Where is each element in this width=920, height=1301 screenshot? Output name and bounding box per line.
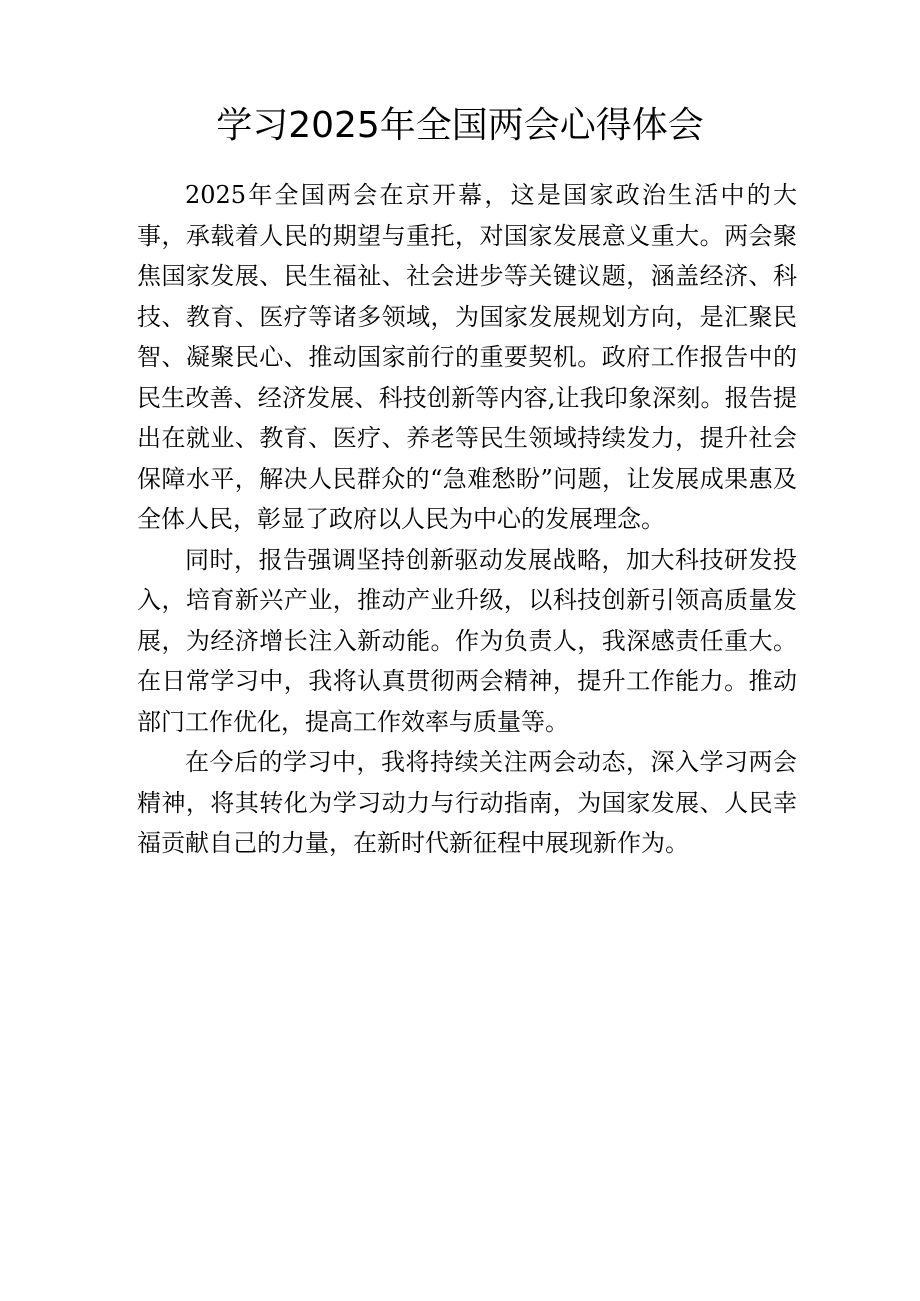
paragraph-3: 在今后的学习中，我将持续关注两会动态，深入学习两会精神，将其转化为学习动力与行动指南，为国家发展、人民幸福贡献自己的力量，在新时代新征程中展现新作为。 <box>137 748 797 857</box>
paragraph-1: 2025年全国两会在京开幕，这是国家政治生活中的大事，承载着人民的期望与重托，对国家发展意义重大。两会聚焦国家发展、民生福祉、社会进步等关键议题，涵盖经济、科技、教育、医疗等诸多领域，为国家发展规划方向，是汇聚民智、凝聚民心、推动国家前行的重要契机。政府工作报告中的民生改善、经济发展、科技创新等内容,让我印象深刻。报告提出在就业、教育、医疗、养老等民生领域持续发力，提升社会保障水平，解决人民群众的“急难愁盼”问题，让发展成果惠及全体人民，彰显了政府以人民为中心的发展理念。 <box>137 181 797 533</box>
document-title: 学习2025年全国两会心得体会 <box>216 105 704 146</box>
document-body <box>137 175 797 864</box>
paragraph-2: 同时，报告强调坚持创新驱动发展战略，加大科技研发投入，培育新兴产业，推动产业升级，以科技创新引领高质量发展，为经济增长注入新动能。作为负责人，我深感责任重大。在日常学习中，我将认真贯彻两会精神，提升工作能力。推动部门工作优化，提高工作效率与质量等。 <box>137 545 797 736</box>
